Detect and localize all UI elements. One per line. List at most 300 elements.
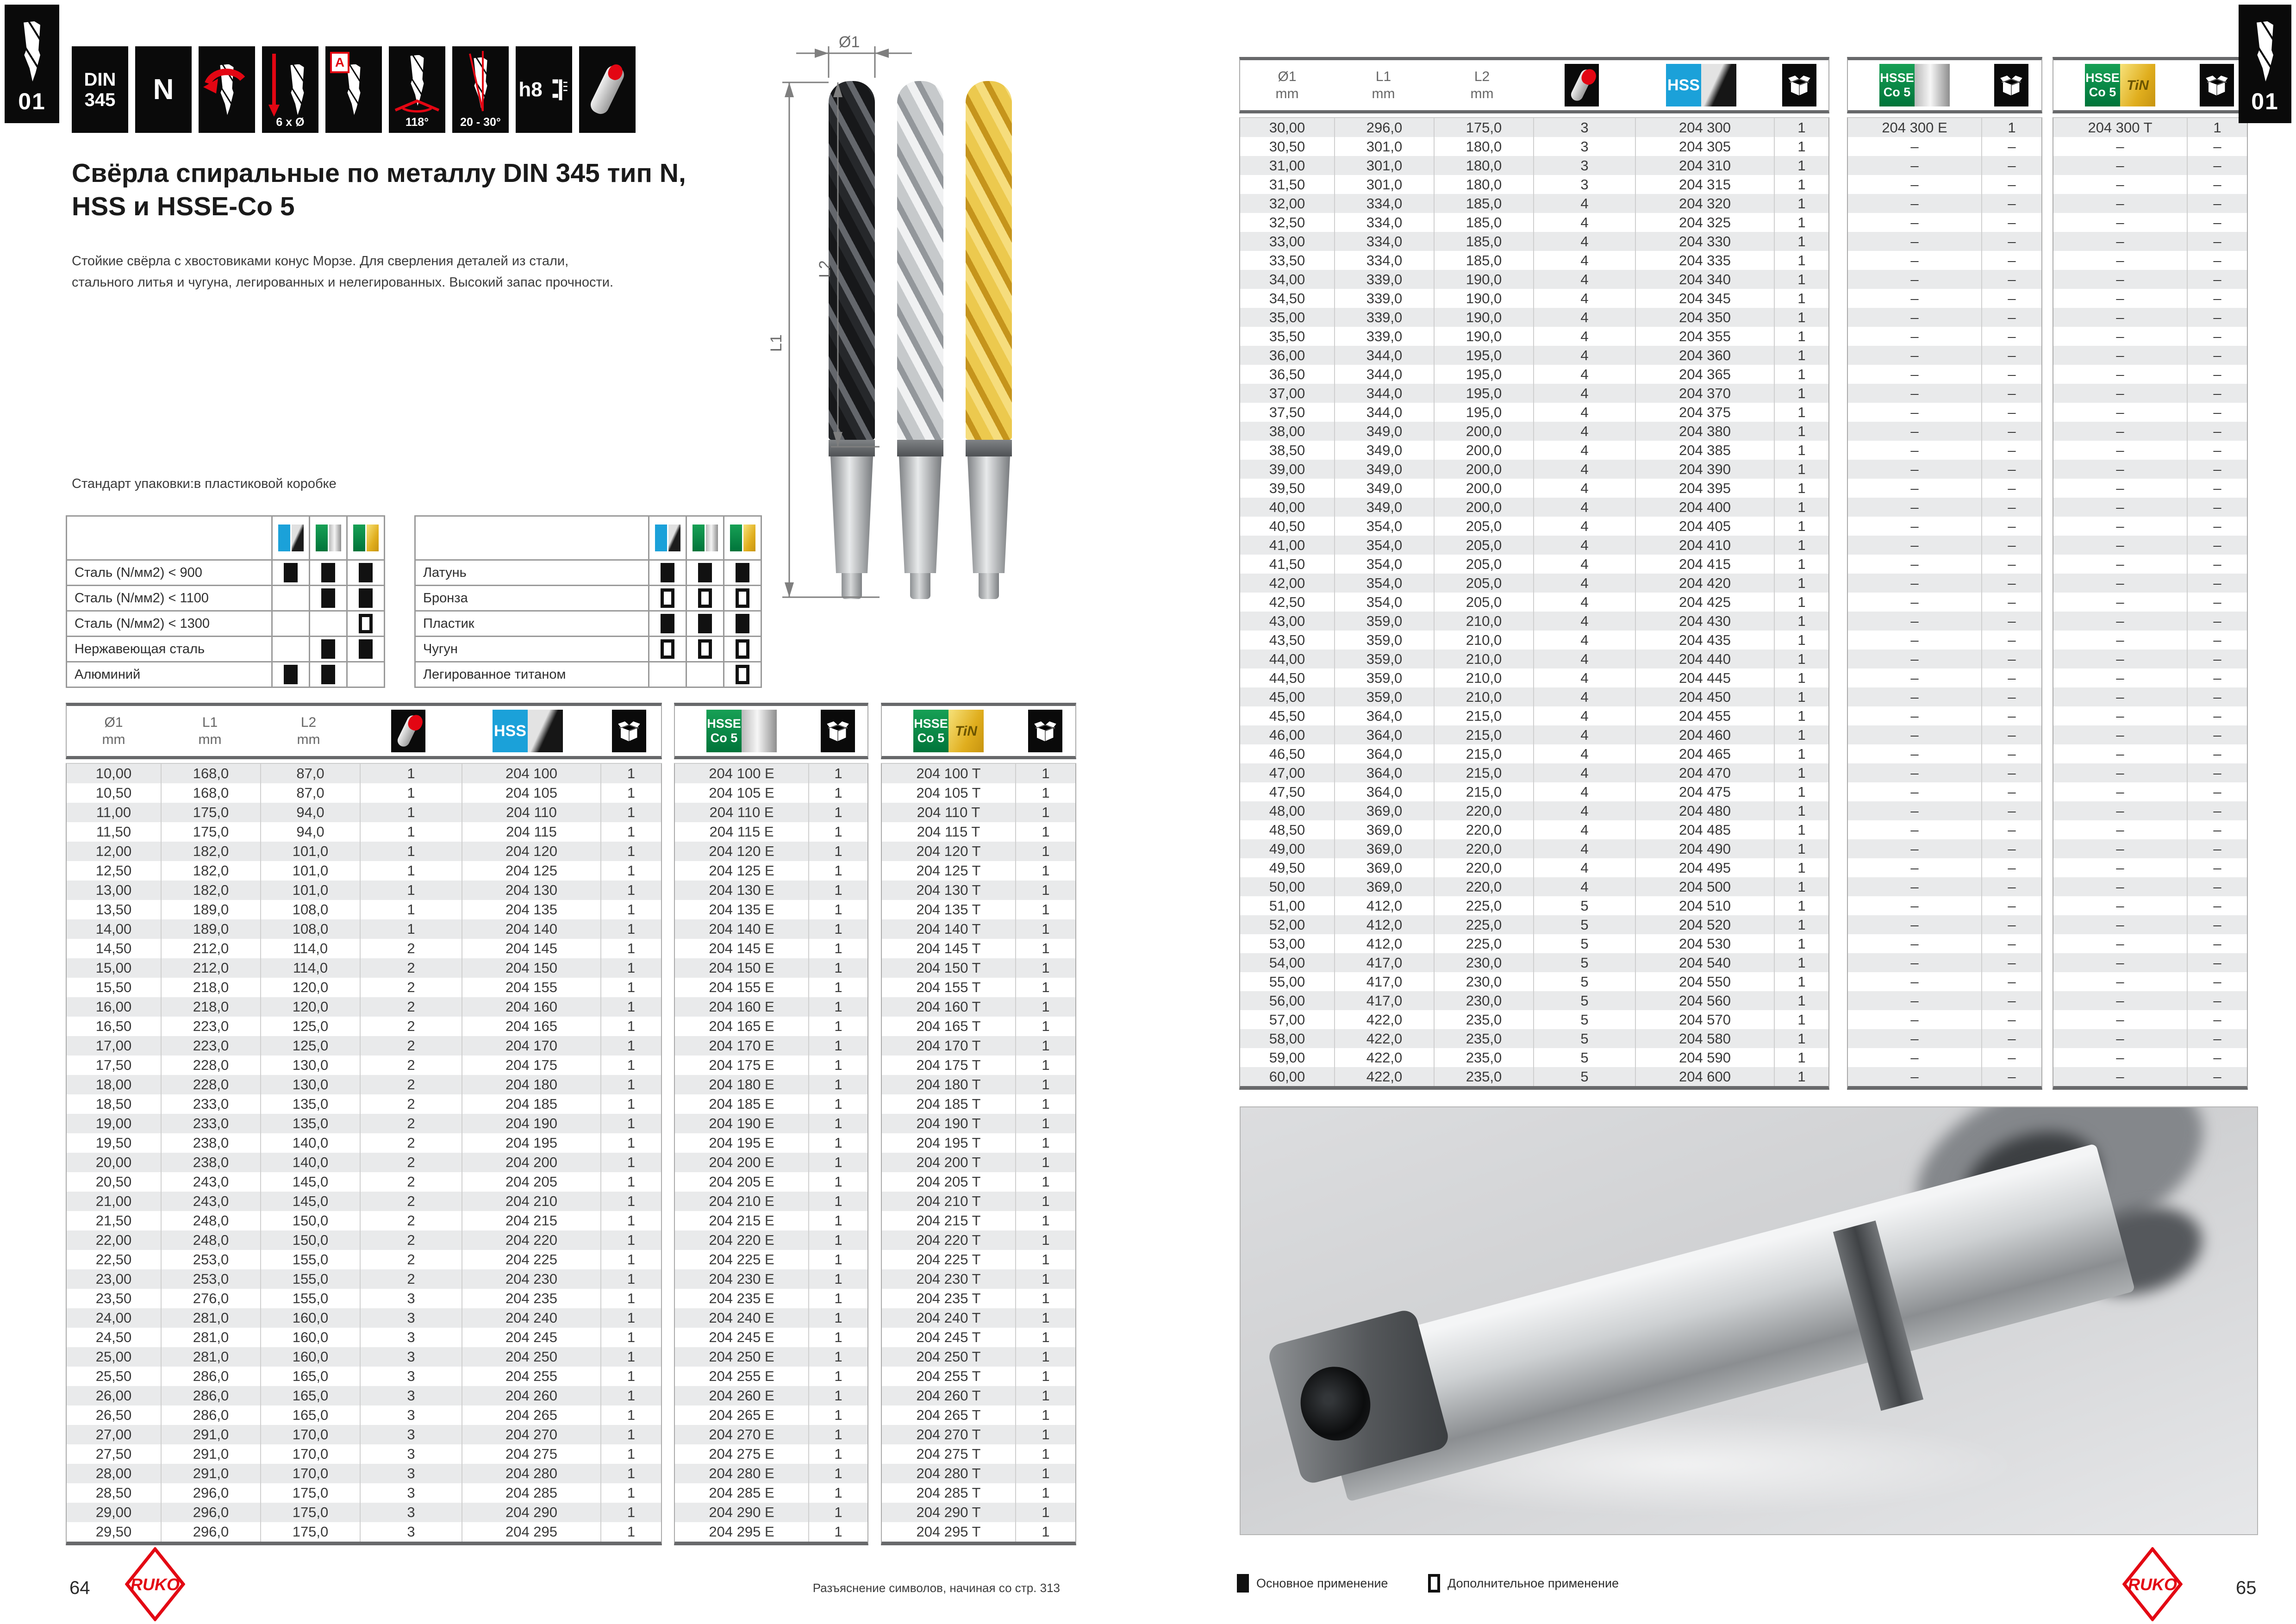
cell-diameter: 43,50 bbox=[1240, 631, 1335, 650]
cell-article-co5: 204 285 E bbox=[675, 1483, 809, 1503]
cell-l1: 339,0 bbox=[1335, 270, 1435, 289]
cell-qty: – bbox=[2008, 461, 2016, 477]
cell-l1: 168,0 bbox=[162, 783, 261, 803]
cell-l2: 225,0 bbox=[1435, 896, 1534, 915]
cell-article-tin: – bbox=[2053, 346, 2188, 365]
table-row bbox=[67, 881, 661, 900]
table-row bbox=[2053, 118, 2247, 137]
cell-article-tin: – bbox=[2053, 972, 2188, 991]
cell-morse-taper: 4 bbox=[1534, 422, 1636, 441]
table-row bbox=[1848, 289, 2041, 308]
cell-qty: – bbox=[2213, 404, 2221, 420]
cell-morse-taper: 5 bbox=[1534, 1010, 1636, 1029]
table-row bbox=[675, 1017, 867, 1036]
cell-l2: 215,0 bbox=[1435, 744, 1534, 763]
cell-l2: 160,0 bbox=[261, 1347, 361, 1367]
cell-qty: – bbox=[2008, 650, 2016, 667]
cell-article-tin: – bbox=[2053, 441, 2188, 460]
cell-l2: 165,0 bbox=[261, 1405, 361, 1425]
cell-l2: 155,0 bbox=[261, 1269, 361, 1289]
cell-qty: – bbox=[2008, 176, 2016, 193]
product-photo bbox=[764, 28, 1083, 625]
cell-qty: – bbox=[2213, 252, 2221, 269]
table-row bbox=[675, 1211, 867, 1230]
cell-article-hss: 204 230 bbox=[462, 1269, 601, 1289]
cell-l2: 180,0 bbox=[1435, 156, 1534, 175]
table-row bbox=[1848, 706, 2041, 725]
package-icon bbox=[1782, 64, 1816, 106]
cell-qty: 1 bbox=[1042, 882, 1050, 898]
cell-l1: 349,0 bbox=[1335, 441, 1435, 460]
cell-qty: 1 bbox=[1797, 954, 1806, 971]
cell-l2: 230,0 bbox=[1435, 991, 1534, 1010]
cell-morse-taper: 3 bbox=[361, 1386, 462, 1405]
cell-article-co5: 204 120 E bbox=[675, 842, 809, 861]
cell-l1: 417,0 bbox=[1335, 991, 1435, 1010]
cell-article-hss: 204 485 bbox=[1636, 820, 1775, 839]
table-row bbox=[1848, 763, 2041, 782]
cell-diameter: 30,50 bbox=[1240, 137, 1335, 156]
cell-l1: 223,0 bbox=[162, 1017, 261, 1036]
table-row bbox=[675, 1250, 867, 1269]
table-row bbox=[1848, 346, 2041, 365]
table-row bbox=[1848, 668, 2041, 687]
table-row bbox=[675, 1444, 867, 1464]
cell-l2: 200,0 bbox=[1435, 441, 1534, 460]
cell-l1: 412,0 bbox=[1335, 934, 1435, 953]
cell-qty: 1 bbox=[627, 1271, 636, 1287]
cell-article-co5: – bbox=[1848, 934, 1982, 953]
cell-article-tin: – bbox=[2053, 934, 2188, 953]
table-row bbox=[1848, 555, 2041, 574]
table-row bbox=[67, 1250, 661, 1269]
cell-qty: 1 bbox=[1797, 1030, 1806, 1047]
cell-qty: 1 bbox=[1042, 843, 1050, 859]
hollow-square-icon bbox=[1428, 1574, 1440, 1593]
cell-qty: 1 bbox=[834, 940, 842, 956]
cell-article-co5: 204 165 E bbox=[675, 1017, 809, 1036]
table-row bbox=[675, 1075, 867, 1094]
cell-article-co5: 204 225 E bbox=[675, 1250, 809, 1269]
material-row bbox=[67, 561, 384, 585]
application-mark bbox=[661, 588, 674, 608]
cell-qty: 1 bbox=[627, 785, 636, 801]
cell-article-co5: – bbox=[1848, 1048, 1982, 1067]
cell-qty: – bbox=[2213, 593, 2221, 610]
table-row bbox=[675, 939, 867, 958]
cell-morse-taper: 3 bbox=[361, 1464, 462, 1483]
cell-article-hss: 204 345 bbox=[1636, 289, 1775, 308]
table-row bbox=[1848, 858, 2041, 877]
table-row bbox=[882, 842, 1075, 861]
cell-qty: 1 bbox=[1797, 840, 1806, 857]
table-row bbox=[1240, 156, 1828, 175]
cell-article-tin: – bbox=[2053, 384, 2188, 403]
cell-qty: – bbox=[2213, 366, 2221, 382]
cell-qty: – bbox=[2213, 726, 2221, 743]
cell-qty: 1 bbox=[834, 1057, 842, 1073]
cell-article-hss: 204 310 bbox=[1636, 156, 1775, 175]
cell-qty: 1 bbox=[1797, 992, 1806, 1009]
table-row bbox=[2053, 782, 2247, 801]
cell-article-hss: 204 275 bbox=[462, 1444, 601, 1464]
cell-diameter: 26,50 bbox=[67, 1405, 162, 1425]
cell-qty: – bbox=[2213, 176, 2221, 193]
cell-l2: 140,0 bbox=[261, 1133, 361, 1153]
cell-article-tin: 204 190 T bbox=[882, 1114, 1016, 1133]
cell-morse-taper: 3 bbox=[361, 1347, 462, 1367]
cell-l2: 200,0 bbox=[1435, 460, 1534, 479]
cell-l1: 243,0 bbox=[162, 1192, 261, 1211]
cell-article-co5: – bbox=[1848, 839, 1982, 858]
cell-article-tin: – bbox=[2053, 668, 2188, 687]
product-description: Стойкие свёрла с хвостовиками конус Морзе. Для сверления деталей из стали, стального литья и чугуна, легированных и нелегированных. Высокий запас прочности. bbox=[72, 254, 614, 290]
table-row bbox=[675, 1347, 867, 1367]
table-row bbox=[1848, 422, 2041, 441]
cell-l2: 108,0 bbox=[261, 919, 361, 939]
table-row bbox=[1240, 137, 1828, 156]
table-row bbox=[1240, 612, 1828, 631]
table-row bbox=[675, 1133, 867, 1153]
table-row bbox=[1240, 536, 1828, 555]
cell-qty: 1 bbox=[1042, 824, 1050, 840]
cell-qty: 1 bbox=[834, 1076, 842, 1093]
cell-qty: 1 bbox=[834, 1524, 842, 1540]
table-row bbox=[882, 1289, 1075, 1308]
table-row bbox=[2053, 687, 2247, 706]
cell-article-co5: – bbox=[1848, 593, 1982, 612]
cell-qty: 1 bbox=[1797, 119, 1806, 136]
cell-article-tin: 204 100 T bbox=[882, 764, 1016, 783]
cell-article-tin: – bbox=[2053, 650, 2188, 668]
cell-qty: 1 bbox=[834, 1096, 842, 1112]
cell-article-hss: 204 510 bbox=[1636, 896, 1775, 915]
cell-article-co5: – bbox=[1848, 270, 1982, 289]
cell-article-co5: – bbox=[1848, 479, 1982, 498]
cell-qty: 1 bbox=[1797, 518, 1806, 534]
cell-morse-taper: 4 bbox=[1534, 612, 1636, 631]
table-row bbox=[882, 1094, 1075, 1114]
cell-article-hss: 204 355 bbox=[1636, 327, 1775, 346]
hsse-tin-column-icon bbox=[723, 517, 761, 559]
table-row bbox=[1240, 365, 1828, 384]
table-row bbox=[67, 1094, 661, 1114]
application-mark bbox=[661, 563, 674, 582]
table-row bbox=[1240, 498, 1828, 517]
table-row bbox=[67, 1075, 661, 1094]
table-row bbox=[882, 1056, 1075, 1075]
cell-qty: – bbox=[2008, 916, 2016, 933]
cell-l2: 215,0 bbox=[1435, 763, 1534, 782]
cell-article-hss: 204 365 bbox=[1636, 365, 1775, 384]
table-row bbox=[882, 803, 1075, 822]
table-row bbox=[2053, 631, 2247, 650]
cell-qty: 1 bbox=[1042, 862, 1050, 879]
cell-diameter: 45,00 bbox=[1240, 687, 1335, 706]
table-row bbox=[67, 1133, 661, 1153]
cell-article-tin: 204 155 T bbox=[882, 978, 1016, 997]
cell-diameter: 49,00 bbox=[1240, 839, 1335, 858]
cell-article-tin: – bbox=[2053, 403, 2188, 422]
cell-qty: 1 bbox=[834, 824, 842, 840]
cell-qty: – bbox=[2008, 593, 2016, 610]
cell-qty: 1 bbox=[1797, 575, 1806, 591]
cell-l2: 87,0 bbox=[261, 764, 361, 783]
cell-morse-taper: 4 bbox=[1534, 744, 1636, 763]
cell-l2: 220,0 bbox=[1435, 839, 1534, 858]
table-row bbox=[1240, 213, 1828, 232]
cell-article-co5: – bbox=[1848, 687, 1982, 706]
table-row bbox=[1240, 953, 1828, 972]
table-row bbox=[882, 997, 1075, 1017]
cell-qty: – bbox=[2213, 783, 2221, 800]
cell-l2: 94,0 bbox=[261, 803, 361, 822]
cell-qty: 1 bbox=[627, 1174, 636, 1190]
cell-article-tin: – bbox=[2053, 517, 2188, 536]
cell-qty: 1 bbox=[627, 1193, 636, 1209]
cell-l1: 369,0 bbox=[1335, 877, 1435, 896]
cell-l1: 212,0 bbox=[162, 939, 261, 958]
cell-qty: 1 bbox=[834, 1329, 842, 1345]
table-row bbox=[1848, 631, 2041, 650]
cell-article-co5: – bbox=[1848, 289, 1982, 308]
cell-article-hss: 204 395 bbox=[1636, 479, 1775, 498]
cell-qty: 1 bbox=[1042, 901, 1050, 918]
cell-article-co5: 204 215 E bbox=[675, 1211, 809, 1230]
cell-article-tin: 204 110 T bbox=[882, 803, 1016, 822]
table-row bbox=[882, 1464, 1075, 1483]
shank-photo bbox=[1240, 1106, 2258, 1535]
cell-l2: 150,0 bbox=[261, 1230, 361, 1250]
cell-diameter: 12,50 bbox=[67, 861, 162, 881]
cell-l1: 344,0 bbox=[1335, 384, 1435, 403]
cell-qty: 1 bbox=[834, 1387, 842, 1404]
hss-column-icon bbox=[648, 517, 686, 559]
cell-article-co5: – bbox=[1848, 1010, 1982, 1029]
cell-qty: 1 bbox=[1797, 935, 1806, 952]
cell-qty: 1 bbox=[1042, 1018, 1050, 1034]
ground-type-a-icon bbox=[325, 46, 382, 133]
table-row bbox=[675, 1269, 867, 1289]
cell-qty: – bbox=[2213, 442, 2221, 458]
cell-l1: 369,0 bbox=[1335, 858, 1435, 877]
cell-article-tin: – bbox=[2053, 782, 2188, 801]
cell-qty: 1 bbox=[834, 1174, 842, 1190]
material-label: Бронза bbox=[423, 590, 468, 606]
cell-qty: – bbox=[2008, 309, 2016, 325]
cell-diameter: 42,50 bbox=[1240, 593, 1335, 612]
table-row bbox=[1848, 156, 2041, 175]
cell-qty: – bbox=[2213, 840, 2221, 857]
cell-qty: 1 bbox=[1797, 916, 1806, 933]
table-row bbox=[1848, 934, 2041, 953]
cell-article-tin: 204 180 T bbox=[882, 1075, 1016, 1094]
table-row bbox=[1240, 384, 1828, 403]
cell-article-tin: 204 195 T bbox=[882, 1133, 1016, 1153]
cell-l1: 281,0 bbox=[162, 1308, 261, 1328]
cell-qty: – bbox=[2213, 1030, 2221, 1047]
cell-qty: 1 bbox=[834, 765, 842, 781]
cell-qty: 1 bbox=[1797, 1049, 1806, 1066]
material-row bbox=[416, 636, 761, 661]
table-row bbox=[1240, 1029, 1828, 1048]
cell-article-hss: 204 350 bbox=[1636, 308, 1775, 327]
cell-article-hss: 204 530 bbox=[1636, 934, 1775, 953]
cell-diameter: 18,50 bbox=[67, 1094, 162, 1114]
cell-qty: – bbox=[2213, 461, 2221, 477]
cell-article-co5: 204 290 E bbox=[675, 1503, 809, 1522]
application-mark bbox=[698, 588, 712, 608]
cell-qty: 1 bbox=[834, 1368, 842, 1384]
cell-diameter: 25,50 bbox=[67, 1367, 162, 1386]
cell-qty: 1 bbox=[834, 1037, 842, 1054]
cell-qty: 1 bbox=[627, 921, 636, 937]
cell-diameter: 37,50 bbox=[1240, 403, 1335, 422]
cell-morse-taper: 3 bbox=[361, 1444, 462, 1464]
cell-l2: 170,0 bbox=[261, 1464, 361, 1483]
material-row bbox=[67, 661, 384, 687]
table-row bbox=[675, 1114, 867, 1133]
page-number-left: 64 bbox=[69, 1578, 90, 1598]
cell-l1: 233,0 bbox=[162, 1094, 261, 1114]
application-mark bbox=[359, 639, 373, 659]
table-row bbox=[67, 1289, 661, 1308]
cell-qty: – bbox=[2008, 138, 2016, 155]
cell-diameter: 23,00 bbox=[67, 1269, 162, 1289]
cell-qty: 1 bbox=[627, 1096, 636, 1112]
cell-diameter: 41,00 bbox=[1240, 536, 1335, 555]
cell-l2: 130,0 bbox=[261, 1075, 361, 1094]
application-mark bbox=[321, 588, 335, 608]
table-row bbox=[1848, 991, 2041, 1010]
cell-article-co5: – bbox=[1848, 801, 1982, 820]
cell-article-tin: – bbox=[2053, 232, 2188, 251]
cell-article-co5: 204 180 E bbox=[675, 1075, 809, 1094]
cell-l2: 101,0 bbox=[261, 881, 361, 900]
dim-label-d: Ø1 bbox=[839, 33, 860, 51]
cell-l1: 349,0 bbox=[1335, 460, 1435, 479]
catalog-table-left-co5 bbox=[674, 703, 868, 1545]
cell-article-hss: 204 435 bbox=[1636, 631, 1775, 650]
cell-l2: 180,0 bbox=[1435, 137, 1534, 156]
cell-morse-taper: 4 bbox=[1534, 555, 1636, 574]
material-row bbox=[67, 636, 384, 661]
cell-article-hss: 204 100 bbox=[462, 764, 601, 783]
cell-diameter: 23,50 bbox=[67, 1289, 162, 1308]
cell-qty: – bbox=[2008, 423, 2016, 439]
cell-diameter: 10,00 bbox=[67, 764, 162, 783]
cell-morse-taper: 4 bbox=[1534, 479, 1636, 498]
table-row bbox=[2053, 896, 2247, 915]
hsse-co5-icon: HSSE Co 5 bbox=[1879, 64, 1950, 106]
cell-diameter: 33,50 bbox=[1240, 251, 1335, 270]
cell-diameter: 39,00 bbox=[1240, 460, 1335, 479]
cell-article-co5: – bbox=[1848, 384, 1982, 403]
cell-l2: 215,0 bbox=[1435, 725, 1534, 744]
hss-icon: HSS bbox=[493, 710, 563, 752]
cell-article-hss: 204 400 bbox=[1636, 498, 1775, 517]
cell-article-hss: 204 335 bbox=[1636, 251, 1775, 270]
material-label: Сталь (N/мм2) < 900 bbox=[75, 565, 202, 580]
cell-qty: – bbox=[2008, 233, 2016, 250]
cell-diameter: 35,00 bbox=[1240, 308, 1335, 327]
cell-article-tin: – bbox=[2053, 820, 2188, 839]
morse-shank-icon bbox=[391, 710, 425, 752]
cell-qty: 1 bbox=[627, 940, 636, 956]
cell-qty: 1 bbox=[1042, 765, 1050, 781]
cell-diameter: 36,50 bbox=[1240, 365, 1335, 384]
cell-qty: – bbox=[2213, 290, 2221, 306]
cell-morse-taper: 4 bbox=[1534, 574, 1636, 593]
cell-l1: 344,0 bbox=[1335, 365, 1435, 384]
cell-l1: 233,0 bbox=[162, 1114, 261, 1133]
cell-qty: 1 bbox=[834, 921, 842, 937]
cell-article-tin: 204 270 T bbox=[882, 1425, 1016, 1444]
table-row bbox=[675, 1289, 867, 1308]
cell-l2: 135,0 bbox=[261, 1094, 361, 1114]
cell-qty: – bbox=[2008, 157, 2016, 174]
table-row bbox=[1848, 725, 2041, 744]
table-row bbox=[67, 1036, 661, 1056]
cell-l1: 422,0 bbox=[1335, 1010, 1435, 1029]
cell-morse-taper: 4 bbox=[1534, 668, 1636, 687]
cell-diameter: 46,00 bbox=[1240, 725, 1335, 744]
cell-article-tin: 204 280 T bbox=[882, 1464, 1016, 1483]
cell-qty: – bbox=[2213, 897, 2221, 914]
cell-l2: 180,0 bbox=[1435, 175, 1534, 194]
application-mark bbox=[359, 563, 373, 582]
table-row bbox=[2053, 574, 2247, 593]
drill-depth-icon: 6 x Ø bbox=[262, 46, 318, 133]
cell-qty: 1 bbox=[1797, 726, 1806, 743]
cell-article-co5: 204 230 E bbox=[675, 1269, 809, 1289]
table-row bbox=[1848, 782, 2041, 801]
cell-l2: 195,0 bbox=[1435, 384, 1534, 403]
cell-diameter: 32,00 bbox=[1240, 194, 1335, 213]
cell-l2: 225,0 bbox=[1435, 915, 1534, 934]
cell-article-tin: 204 220 T bbox=[882, 1230, 1016, 1250]
table-row bbox=[882, 1133, 1075, 1153]
cell-article-tin: – bbox=[2053, 744, 2188, 763]
cell-morse-taper: 4 bbox=[1534, 631, 1636, 650]
cell-qty: 1 bbox=[627, 1154, 636, 1170]
cell-article-co5: – bbox=[1848, 650, 1982, 668]
table-row bbox=[1848, 801, 2041, 820]
table-row bbox=[882, 1386, 1075, 1405]
table-row bbox=[1240, 270, 1828, 289]
cell-article-co5: 204 220 E bbox=[675, 1230, 809, 1250]
cell-diameter: 24,00 bbox=[67, 1308, 162, 1328]
table-row bbox=[1848, 384, 2041, 403]
caliper-icon bbox=[545, 78, 569, 102]
table-row bbox=[2053, 251, 2247, 270]
table-row bbox=[882, 1308, 1075, 1328]
cell-l2: 200,0 bbox=[1435, 479, 1534, 498]
material-table-left bbox=[66, 515, 385, 688]
cell-article-hss: 204 360 bbox=[1636, 346, 1775, 365]
cell-l1: 364,0 bbox=[1335, 706, 1435, 725]
cell-qty: 1 bbox=[627, 1446, 636, 1462]
cell-l1: 182,0 bbox=[162, 861, 261, 881]
cell-diameter: 10,50 bbox=[67, 783, 162, 803]
cell-article-hss: 204 290 bbox=[462, 1503, 601, 1522]
table-row bbox=[1240, 706, 1828, 725]
table-row bbox=[2053, 1048, 2247, 1067]
cell-morse-taper: 4 bbox=[1534, 593, 1636, 612]
table-row bbox=[882, 764, 1075, 783]
table-row bbox=[67, 1483, 661, 1503]
chapter-number: 01 bbox=[2251, 88, 2279, 114]
